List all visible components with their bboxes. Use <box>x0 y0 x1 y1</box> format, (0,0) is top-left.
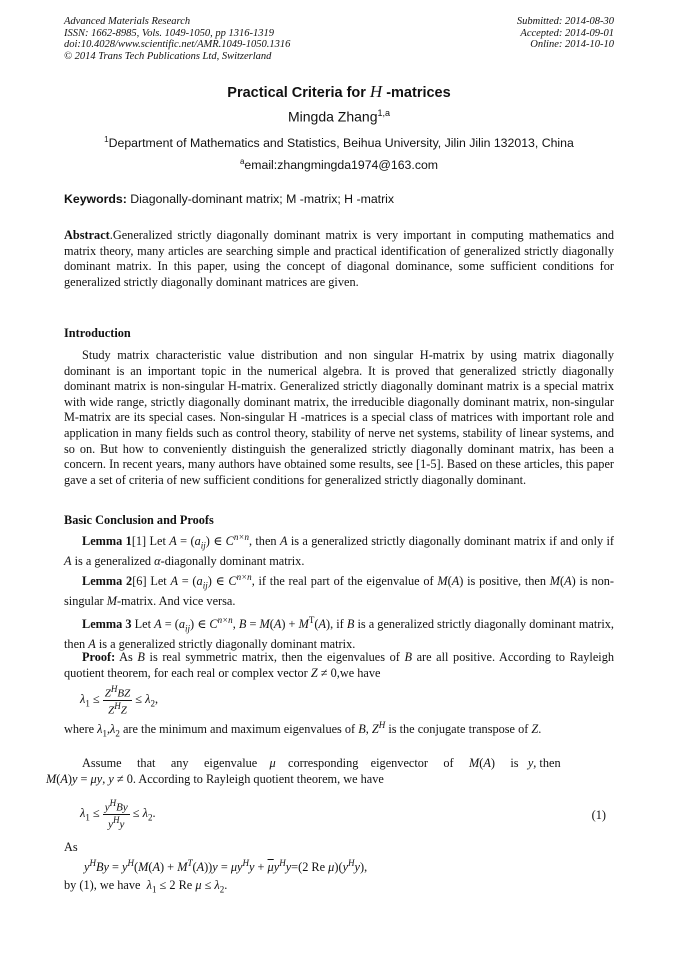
submitted-date: Submitted: 2014-08-30 <box>516 16 614 27</box>
author-email: $^a$email:zhangmingda1974@163.com <box>239 157 439 173</box>
rayleigh-inequality-2: $\lambda_1$ ≤ $\frac{y^HBy}{y^Hy}$ ≤ $\lambda_2$. <box>80 798 156 831</box>
introduction-text: Study matrix characteristic value distribution and non singular H-matrix by using matrix diagonally dominant is an important topic in the numerical algebra. It is proved that generalized strictly diagonally dominant matrix is non-singular H-matrix. Generalized strictly diagonally dominant matrix is a special matrix with wide range, strictly diagonally dominant matrix, the irreducible diagonally dominant matrix, non-singular M-matrix are its special cases. Non-singular H -matrices is a special class of matrices with important role and application in many fields such as control theory, stability of nerve net systems, stability of linear systems, and so on. But how to conveniently distinguish the generalized strictly diagonally dominant matrix, has been a concern. In recent years, many authors have obtained some results, see [1-5]. Based on these articles, this paper gave a set of criteria of new sufficient conditions for generalized strictly diagonally dominant. <box>64 348 614 487</box>
introduction-heading: Introduction <box>64 326 131 340</box>
author-name: Mingda Zhang <box>287 108 378 125</box>
expansion-equation: $y^HBy = y^H(M(A) + M^T(A))y = \mu y^Hy + \overline{\mu}y^Hy=(2$ Re $\mu)(y^Hy)$, <box>84 858 368 875</box>
lemma-3: Lemma 3 Let $A = (a_{ij})$ ∈ $C^{n\times n}$, $B = M(A) + M^T(A)$, if B is a generalized strictly diagonally dominant matrix, then A is a generalized strictly diagonally dominant matrix. <box>64 615 615 652</box>
paper-title: Practical Criteria for H -matrices <box>227 82 451 101</box>
affiliation: $^1$Department of Mathematics and Statistics, Beihua University, Jilin Jilin 132013, China <box>104 135 574 151</box>
proof-paragraph: Proof: As B is real symmetric matrix, then the eigenvalues of B are all positive. According to Rayleigh quotient theorem, for each real or complex vector Z ≠ 0,we have <box>64 650 615 680</box>
equation-number: (1) <box>591 808 606 822</box>
online-date: Online: 2014-10-10 <box>530 39 614 51</box>
basic-heading: Basic Conclusion and Proofs <box>64 513 214 527</box>
as-line: As <box>64 840 78 854</box>
keywords: Keywords: Diagonally-dominant matrix; M -matrix; H -matrix <box>64 192 395 206</box>
abstract: Abstract.Generalized strictly diagonally dominant matrix is very important in computing mathematics and matrix theory, many articles are searching simple and practical identification of generalized strictly diagonally dominant matrix. In this paper, using the concept of diagonal dominance, some sufficient conditions for generalized strictly diagonally dominant matrices are given. <box>64 228 614 289</box>
journal-name: Advanced Materials Research <box>64 16 191 27</box>
journal-header-right <box>517 16 614 51</box>
lemma-1: Lemma 1[1] Let $A = (a_{ij})$ ∈ $C^{n\times n}$, then A is a generalized strictly diagonally dominant matrix if and only if A is a generalized α-diagonally dominant matrix. <box>64 532 615 569</box>
lemma-2: Lemma 2[6] Let $A = (a_{ij})$ ∈ $C^{n\times n}$, if the real part of the eigenvalue of M(A) is positive, then M(A) is non-singular M-matrix. And vice versa. <box>64 572 615 609</box>
rayleigh-inequality-1: $\lambda_1$ ≤ $\frac{Z^HBZ}{Z^HZ}$ ≤ $\lambda_2$, <box>80 684 159 717</box>
journal-header-left <box>64 16 290 62</box>
copyright-line: © 2014 Trans Tech Publications Ltd, Switzerland <box>64 50 272 62</box>
assume-paragraph: Assume that any eigenvalue μ corresponding eigenvector of M(A) is y, then M(A)y = μy, y ≠ 0. According to Rayleigh quotient theorem, we have <box>46 756 561 786</box>
accepted-date: Accepted: 2014-09-01 <box>520 27 614 39</box>
author-line: Mingda Zhang$^{1,a}$ <box>287 108 391 125</box>
conclusion-line: by (1), we have $\lambda_1 \le 2$ Re $\mu \le \lambda_2$. <box>64 878 228 895</box>
where-paragraph: where $\lambda_1,\lambda_2$ are the minimum and maximum eigenvalues of B, $Z^H$ is the conjugate transpose of Z. <box>64 720 542 739</box>
issn-line: ISSN: 1662-8985, Vols. 1049-1050, pp 1316-1319 <box>64 27 274 39</box>
doi-line: doi:10.4028/www.scientific.net/AMR.1049-1050.1316 <box>64 39 291 51</box>
